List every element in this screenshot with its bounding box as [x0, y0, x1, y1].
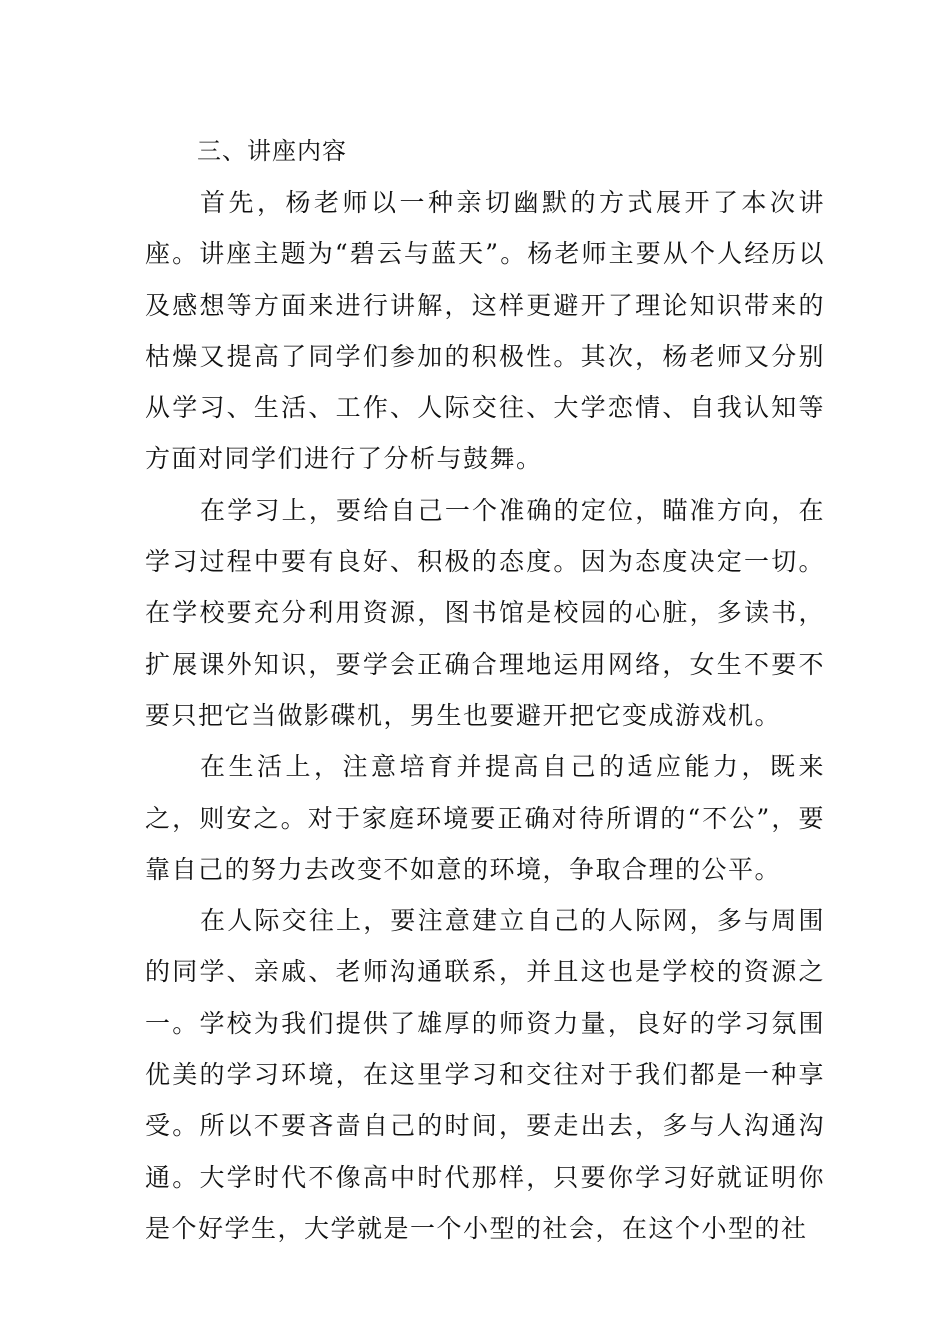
paragraph-social: 在人际交往上，要注意建立自己的人际网，多与周围的同学、亲戚、老师沟通联系，并且这也是学校的资源之一。学校为我们提供了雄厚的师资力量，良好的学习氛围优美的学习环境，在这里学习和交往对于我们都是一种享受。所以不要吝啬自己的时间，要走出去，多与人沟通沟通。大学时代不像高中时代那样，只要你学习好就证明你是个好学生，大学就是一个小型的社会，在这个小型的社: [145, 906, 825, 1243]
paragraph-life: 在生活上，注意培育并提高自己的适应能力，既来之，则安之。对于家庭环境要正确对待所谓的“不公”，要靠自己的努力去改变不如意的环境，争取合理的公平。: [145, 752, 825, 884]
document-body: [145, 125, 825, 1254]
section-heading: 三、讲座内容: [197, 137, 347, 165]
paragraph-study: 在学习上，要给自己一个准确的定位，瞄准方向，在学习过程中要有良好、积极的态度。因为态度决定一切。在学校要充分利用资源，图书馆是校园的心脏，多读书，扩展课外知识，要学会正确合理地运用网络，女生不要不要只把它当做影碟机，男生也要避开把它变成游戏机。: [145, 495, 825, 730]
paragraph-intro: 首先，杨老师以一种亲切幽默的方式展开了本次讲座。讲座主题为“碧云与蓝天”。杨老师主要从个人经历以及感想等方面来进行讲解，这样更避开了理论知识带来的枯燥又提高了同学们参加的积极性。其次，杨老师又分别从学习、生活、工作、人际交往、大学恋情、自我认知等方面对同学们进行了分析与鼓舞。: [145, 188, 825, 474]
